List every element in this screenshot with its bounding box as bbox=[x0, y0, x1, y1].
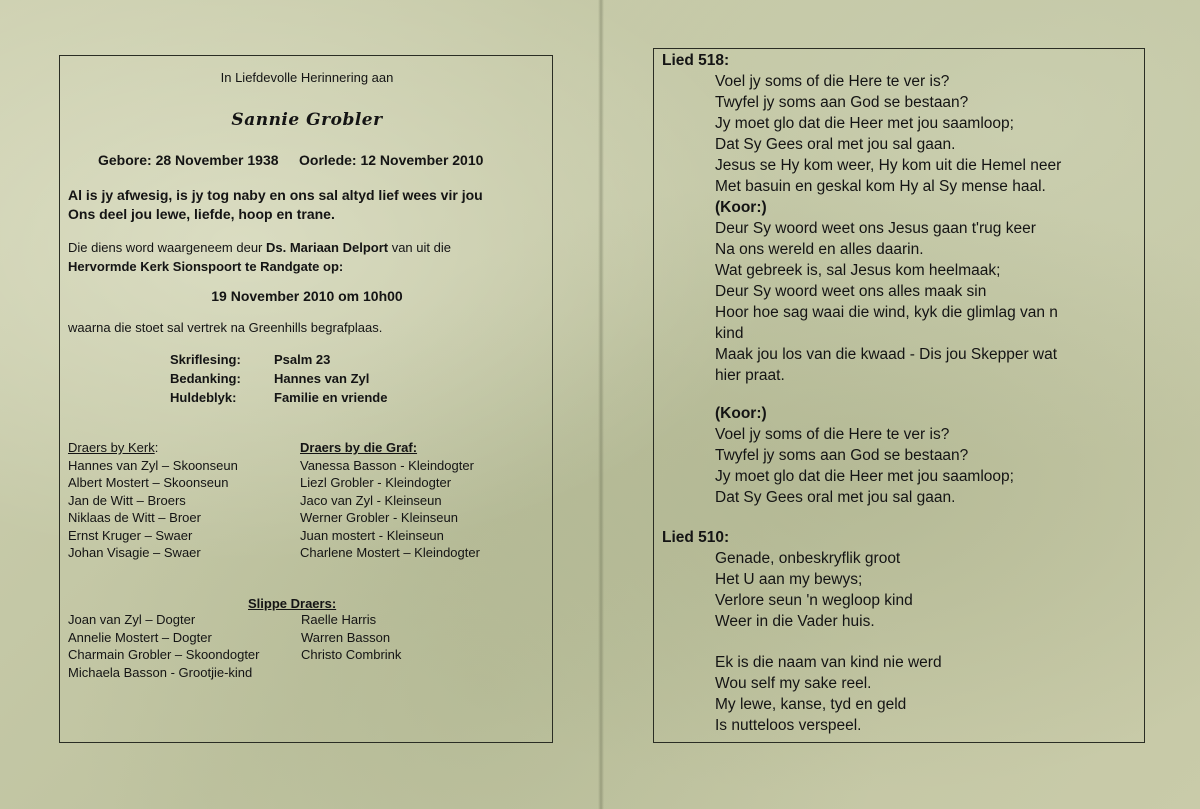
programme-value: Psalm 23 bbox=[274, 352, 331, 367]
list-item: Vanessa Basson - Kleindogter bbox=[300, 457, 474, 473]
procession-text: waarna die stoet sal vertrek na Greenhills begrafplaas. bbox=[68, 320, 383, 335]
memorial-panel bbox=[59, 55, 553, 743]
list-item: Jaco van Zyl - Kleinseun bbox=[300, 492, 442, 508]
hymn-line: Twyfel jy soms aan God se bestaan? bbox=[715, 447, 969, 464]
hymn-line: Twyfel jy soms aan God se bestaan? bbox=[715, 94, 969, 111]
hymn-line: Jy moet glo dat die Heer met jou saamloop; bbox=[715, 468, 1014, 485]
service-suffix: van uit die bbox=[388, 240, 451, 255]
bearers-church bbox=[68, 439, 238, 562]
bearers-church-title: Draers by Kerk: bbox=[68, 440, 159, 455]
list-item: Charmain Grobler – Skoondogter bbox=[68, 647, 260, 662]
minister-name: Ds. Mariaan Delport bbox=[266, 240, 389, 255]
church-name: Hervormde Kerk Sionspoort te Randgate op: bbox=[68, 259, 344, 274]
programme-value: Hannes van Zyl bbox=[274, 371, 370, 386]
hymn-line: hier praat. bbox=[715, 367, 785, 384]
service-prefix: Die diens word waargeneem deur bbox=[68, 240, 266, 255]
hymn-line: Dat Sy Gees oral met jou sal gaan. bbox=[715, 489, 956, 506]
hymn-line: Dat Sy Gees oral met jou sal gaan. bbox=[715, 136, 956, 153]
hymn-line: Voel jy soms of die Here te ver is? bbox=[715, 73, 950, 90]
service-line bbox=[68, 238, 451, 257]
hymns-panel bbox=[653, 48, 1145, 743]
memorial-quote bbox=[68, 186, 483, 224]
programme-label: Bedanking: bbox=[170, 371, 241, 386]
hymn-line: Na ons wereld en alles daarin. bbox=[715, 241, 924, 258]
birth-date: Gebore: 28 November 1938 bbox=[98, 152, 279, 168]
death-date: Oorlede: 12 November 2010 bbox=[299, 152, 484, 168]
hymn-line: Maak jou los van die kwaad - Dis jou Skepper wat bbox=[715, 346, 1058, 363]
hymn-line: My lewe, kanse, tyd en geld bbox=[715, 696, 907, 713]
list-item: Raelle Harris bbox=[301, 612, 377, 627]
programme-labels bbox=[170, 350, 241, 407]
hymn-line: Ek is die naam van kind nie werd bbox=[715, 654, 942, 671]
hymn-line: kind bbox=[715, 325, 744, 342]
list-item: Albert Mostert – Skoonseun bbox=[68, 475, 229, 490]
hymn-line: Jesus se Hy kom weer, Hy kom uit die Hemel neer bbox=[715, 157, 1062, 174]
deceased-name: Sannie Grobler bbox=[231, 110, 383, 130]
list-item: Niklaas de Witt – Broer bbox=[68, 510, 201, 525]
programme-values bbox=[274, 350, 387, 407]
page-fold bbox=[598, 0, 604, 809]
hymn-line: Hoor hoe sag waai die wind, kyk die glimlag van n bbox=[715, 304, 1058, 321]
hymn-line: Met basuin en geskal kom Hy al Sy mense haal. bbox=[715, 178, 1046, 195]
funeral-date: 19 November 2010 om 10h00 bbox=[211, 288, 403, 304]
list-item: Ernst Kruger – Swaer bbox=[68, 527, 193, 543]
chorus-label-2: (Koor:) bbox=[715, 405, 767, 422]
programme-label: Skriflesing: bbox=[170, 352, 241, 367]
quote-line: Ons deel jou lewe, liefde, hoop en trane. bbox=[68, 206, 335, 222]
service-details bbox=[68, 238, 451, 276]
hymn-line: Wou self my sake reel. bbox=[715, 675, 872, 692]
hymn-line: Deur Sy woord weet ons Jesus gaan t'rug keer bbox=[715, 220, 1036, 237]
list-item: Hannes van Zyl – Skoonseun bbox=[68, 457, 238, 473]
list-item: Jan de Witt – Broers bbox=[68, 492, 186, 508]
hymn-line: Wat gebreek is, sal Jesus kom heelmaak; bbox=[715, 262, 1001, 279]
hymn-line: Jy moet glo dat die Heer met jou saamloop; bbox=[715, 115, 1014, 132]
hymn-line: Verlore seun 'n wegloop kind bbox=[715, 592, 913, 609]
list-item: Charlene Mostert – Kleindogter bbox=[300, 545, 480, 560]
list-item: Joan van Zyl – Dogter bbox=[68, 612, 196, 627]
slip-bearers-right bbox=[301, 611, 401, 664]
hymn-518-title: Lied 518: bbox=[662, 52, 730, 69]
programme-label: Huldeblyk: bbox=[170, 390, 237, 405]
list-item: Liezl Grobler - Kleindogter bbox=[300, 475, 452, 490]
list-item: Warren Basson bbox=[301, 629, 391, 645]
list-item: Annelie Mostert – Dogter bbox=[68, 629, 212, 645]
hymn-line: Voel jy soms of die Here te ver is? bbox=[715, 426, 950, 443]
hymn-510-title: Lied 510: bbox=[662, 529, 730, 546]
list-item: Werner Grobler - Kleinseun bbox=[300, 510, 458, 525]
slip-bearers-title: Slippe Draers: bbox=[248, 596, 337, 611]
hymn-line: Genade, onbeskryflik groot bbox=[715, 550, 901, 567]
list-item: Christo Combrink bbox=[301, 647, 402, 662]
hymn-line: Deur Sy woord weet ons alles maak sin bbox=[715, 283, 987, 300]
list-item: Johan Visagie – Swaer bbox=[68, 545, 201, 560]
hymn-line: Het U aan my bewys; bbox=[715, 571, 863, 588]
quote-line: Al is jy afwesig, is jy tog naby en ons sal altyd lief wees vir jou bbox=[68, 187, 483, 203]
list-item: Juan mostert - Kleinseun bbox=[300, 527, 444, 543]
bearers-grave-title: Draers by die Graf: bbox=[300, 440, 418, 455]
chorus-label: (Koor:) bbox=[715, 199, 767, 216]
programme-value: Familie en vriende bbox=[274, 390, 388, 405]
slip-bearers-left bbox=[68, 611, 260, 681]
hymn-line: Is nutteloos verspeel. bbox=[715, 717, 862, 734]
hymn-line: Weer in die Vader huis. bbox=[715, 613, 875, 630]
intro-text: In Liefdevolle Herinnering aan bbox=[220, 70, 394, 85]
bearers-grave bbox=[300, 439, 480, 562]
list-item: Michaela Basson - Grootjie-kind bbox=[68, 664, 253, 680]
